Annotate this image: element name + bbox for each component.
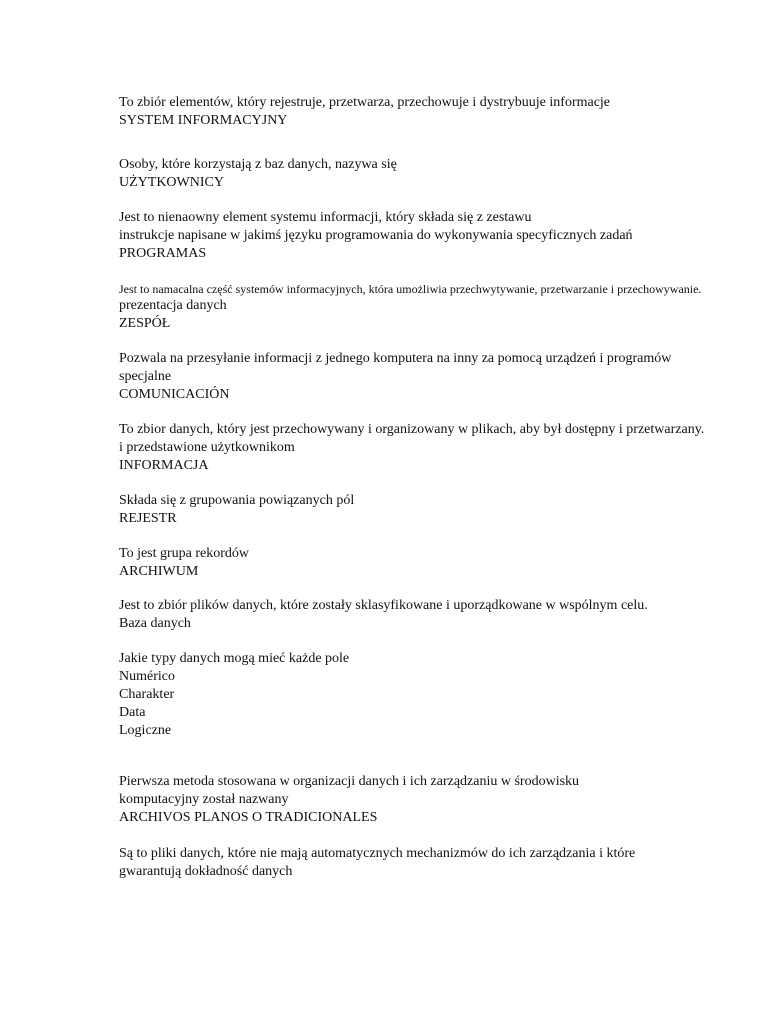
- answer-line: PROGRAMAS: [119, 246, 207, 261]
- answer-line: ZESPÓŁ: [119, 316, 171, 331]
- text-line: Jest to namacalna część systemów informacyjnych, która umożliwia przechwytywanie, przetwarzanie i przechowywanie.: [119, 282, 702, 296]
- text-line: Pierwsza metoda stosowana w organizacji danych i ich zarządzaniu w środowisku: [119, 774, 580, 789]
- answer-line: UŻYTKOWNICY: [119, 175, 224, 190]
- answer-line: ARCHIVOS PLANOS O TRADICIONALES: [119, 810, 378, 825]
- text-line: Są to pliki danych, które nie mają automatycznych mechanizmów do ich zarządzania i które: [119, 846, 636, 861]
- text-line: Jakie typy danych mogą mieć każde pole: [119, 651, 350, 666]
- answer-line: Charakter: [119, 687, 175, 702]
- answer-line: INFORMACJA: [119, 458, 209, 473]
- answer-line: Logiczne: [119, 723, 172, 738]
- text-line: To jest grupa rekordów: [119, 546, 250, 561]
- answer-line: Baza danych: [119, 616, 191, 631]
- answer-line: Data: [119, 705, 146, 720]
- text-line: Składa się z grupowania powiązanych pól: [119, 493, 355, 508]
- text-line: komputacyjny został nazwany: [119, 792, 289, 807]
- text-line: specjalne: [119, 369, 172, 384]
- text-line: gwarantują dokładność danych: [119, 864, 293, 879]
- text-line: Jest to zbiór plików danych, które zostały sklasyfikowane i uporządkowane w wspólnym celu.: [119, 598, 648, 613]
- text-line: Osoby, które korzystają z baz danych, nazywa się: [119, 157, 397, 172]
- text-line: instrukcje napisane w jakimś języku programowania do wykonywania specyficznych zadań: [119, 228, 633, 243]
- text-line: To zbiór elementów, który rejestruje, przetwarza, przechowuje i dystrybuuje informacje: [119, 95, 611, 110]
- answer-line: ARCHIWUM: [119, 564, 199, 579]
- text-line: Jest to nienaowny element systemu informacji, który składa się z zestawu: [119, 210, 532, 225]
- text-line: i przedstawione użytkownikom: [119, 440, 295, 455]
- answer-line: SYSTEM INFORMACYJNY: [119, 113, 288, 128]
- answer-line: REJESTR: [119, 511, 177, 526]
- answer-line: Numérico: [119, 669, 175, 684]
- text-line: To zbior danych, który jest przechowywany i organizowany w plikach, aby był dostępny i przetwarzany.: [119, 422, 705, 437]
- text-line: Pozwala na przesyłanie informacji z jednego komputera na inny za pomocą urządzeń i programów: [119, 351, 672, 366]
- answer-line: COMUNICACIÓN: [119, 387, 230, 402]
- text-line: prezentacja danych: [119, 298, 227, 313]
